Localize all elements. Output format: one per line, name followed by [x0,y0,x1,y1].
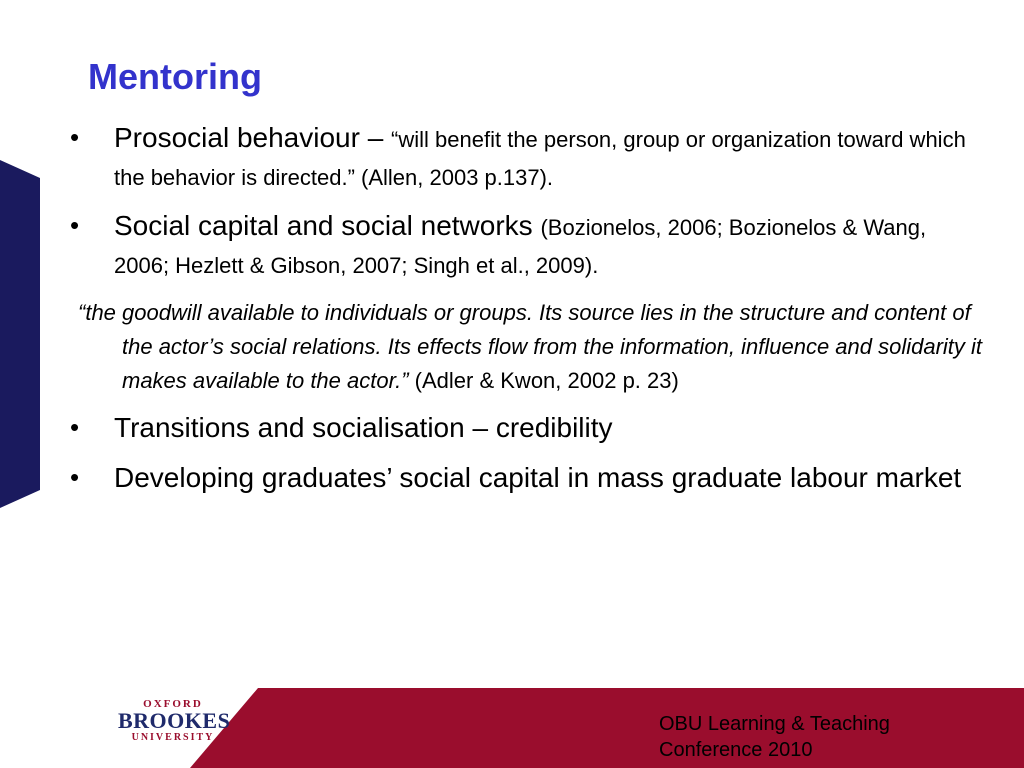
footer-line-1: OBU Learning & Teaching [659,713,890,735]
left-decorative-bar [0,0,42,768]
bullet-detail-text: “will benefit the person, group or organization toward which the behavior is directed.” (Allen, 2003 p.137). [114,127,966,190]
bullet-developing-graduates [70,460,970,500]
slide-title: Mentoring [88,56,262,97]
bullet-marker: • [70,462,80,492]
bullet-main-text: Prosocial behaviour – [114,122,392,153]
bullet-main-text: Developing graduates’ social capital in mass graduate labour market [114,462,962,493]
logo-brookes-text: BROOKES [118,708,231,733]
bullet-main-text: Social capital and social networks [114,210,541,241]
social-capital-quote [78,296,1002,398]
bullet-prosocial [70,120,970,198]
quote-text: “the goodwill available to individuals or groups. Its source lies in the structure and content of the actor’s social relations. Its effects flow from the information, influence and solidarity it makes available to the actor.” [78,300,983,393]
oxford-brookes-logo [118,698,231,743]
logo-oxford-text: OXFORD [143,698,203,710]
footer-line-2: Conference 2010 [659,739,813,761]
bullet-main-text: Transitions and socialisation – credibility [114,412,613,443]
bullet-marker: • [70,412,80,442]
bullet-transitions [70,410,970,450]
quote-citation: (Adler & Kwon, 2002 p. 23) [408,368,679,393]
slide-content [70,120,983,510]
footer-conference-text [659,711,989,763]
bullet-detail-text: (Bozionelos, 2006; Bozionelos & Wang, 2006; Hezlett & Gibson, 2007; Singh et al., 2009). [114,215,927,278]
logo-university-text: UNIVERSITY [131,732,215,743]
bullet-marker: • [70,210,80,240]
bullet-marker: • [70,122,80,152]
bullet-social-capital [70,208,970,286]
